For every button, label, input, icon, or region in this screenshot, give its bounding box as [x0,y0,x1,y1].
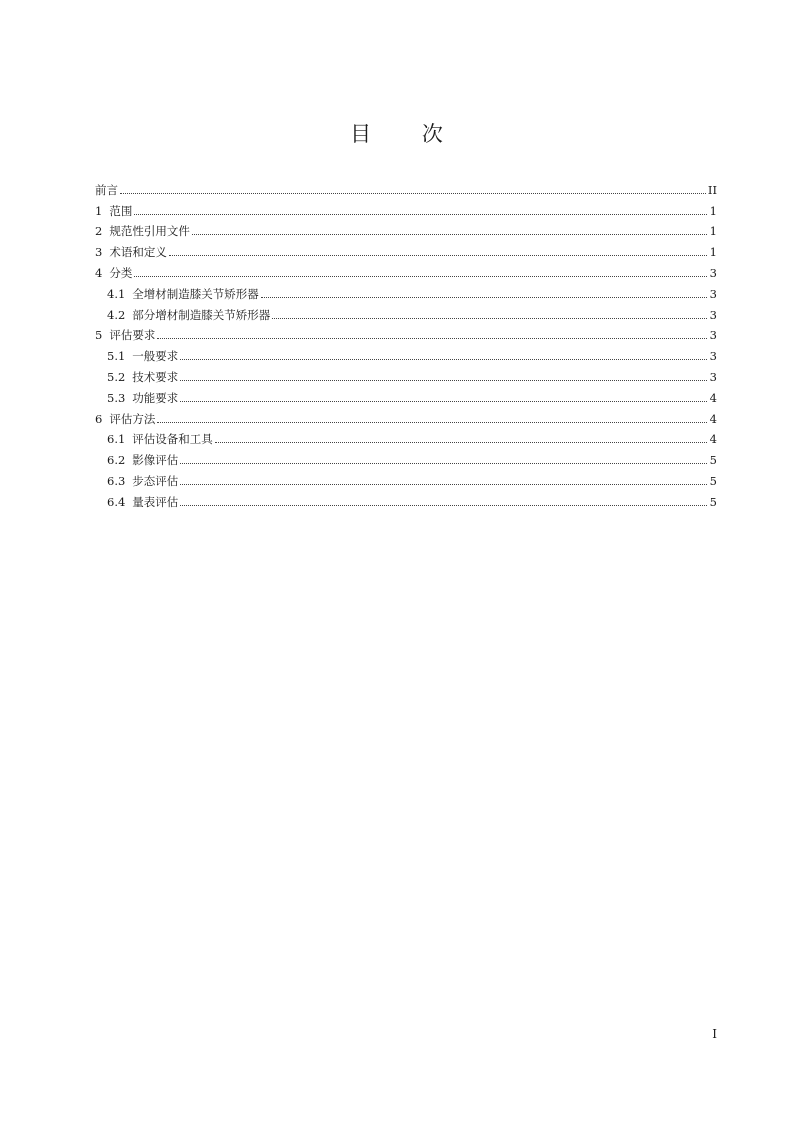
toc-page-number: 1 [709,245,717,260]
toc-leader-dots [134,276,707,277]
toc-entry-label: 一般要求 [132,349,179,364]
toc-entry-number: 5 [95,328,103,343]
toc-leader-dots [180,401,707,402]
toc-subentry[interactable] [95,446,717,467]
toc-entry[interactable] [95,259,717,280]
toc-leader-dots [180,463,707,464]
toc-entry[interactable] [95,405,717,426]
toc-entry[interactable] [95,197,717,218]
toc-entry-label: 步态评估 [132,473,179,488]
toc-page-number: 4 [709,390,717,405]
toc-entry-label: 规范性引用文件 [109,224,190,239]
toc-entry-number: 5.2 [107,369,126,384]
toc-entry-number: 4.1 [107,286,126,301]
toc-entry-number: 4.2 [107,307,126,322]
toc-leader-dots [134,214,707,215]
toc-leader-dots [180,359,707,360]
toc-entry-number: 3 [95,245,103,260]
toc-page-number: 3 [709,328,717,343]
toc-leader-dots [157,338,707,339]
toc-leader-dots [261,297,707,298]
toc-page-number: 3 [709,286,717,301]
toc-entry-label: 技术要求 [132,369,179,384]
toc-leader-dots [215,442,707,443]
toc-leader-dots [157,422,707,423]
toc-leader-dots [180,380,707,381]
toc-subentry[interactable] [95,342,717,363]
toc-subentry[interactable] [95,363,717,384]
toc-entry-label: 影像评估 [132,453,179,468]
toc-leader-dots [120,193,706,194]
toc-entry-label: 评估方法 [109,411,156,426]
toc-leader-dots [180,484,707,485]
toc-entry-number: 5.3 [107,390,126,405]
toc-page-number: 1 [709,224,717,239]
toc-entry[interactable] [95,218,717,239]
toc-page-number: 1 [709,203,717,218]
toc-leader-dots [169,255,707,256]
toc-page-number: 5 [709,494,717,509]
toc-entry-number: 6.3 [107,473,126,488]
toc-entry-label: 功能要求 [132,390,179,405]
toc-entry-label: 全增材制造膝关节矫形器 [132,286,259,301]
toc-entry-label: 评估要求 [109,328,156,343]
toc-entry[interactable] [95,238,717,259]
toc-entry[interactable] [95,176,717,197]
page-title: 目 次 [350,122,465,146]
toc-page-number: 5 [709,453,717,468]
toc-page-number: 3 [709,307,717,322]
toc-entry-number: 6.2 [107,453,126,468]
toc-entry-number: 6.4 [107,494,126,509]
toc-page-number: 5 [709,473,717,488]
toc-entry-label: 前言 [95,182,118,197]
toc-entry-label: 分类 [109,265,133,280]
toc-entry-label: 部分增材制造膝关节矫形器 [132,307,271,322]
toc-subentry[interactable] [95,488,717,509]
toc-entry-label: 范围 [109,203,133,218]
toc-leader-dots [180,505,707,506]
toc-entry-label: 量表评估 [132,494,179,509]
toc-leader-dots [192,234,707,235]
toc-subentry[interactable] [95,280,717,301]
toc-page-number: 4 [709,432,717,447]
toc-subentry[interactable] [95,301,717,322]
toc-entry-number: 2 [95,224,103,239]
toc-page-number: 3 [709,349,717,364]
toc-entry-number: 5.1 [107,349,126,364]
toc-page-number: 4 [709,411,717,426]
toc-entry-label: 评估设备和工具 [132,432,213,447]
toc-entry-label: 术语和定义 [109,245,167,260]
toc-page-number: 3 [709,265,717,280]
page-number: I [712,1027,717,1041]
toc-page-number: 3 [709,369,717,384]
toc-subentry[interactable] [95,467,717,488]
toc-entry[interactable] [95,322,717,343]
table-of-contents [95,176,717,509]
toc-entry-number: 1 [95,203,103,218]
toc-leader-dots [272,318,707,319]
toc-entry-number: 6.1 [107,432,126,447]
toc-page-number: II [707,182,717,197]
toc-entry-number: 4 [95,265,103,280]
toc-subentry[interactable] [95,426,717,447]
toc-subentry[interactable] [95,384,717,405]
toc-entry-number: 6 [95,411,103,426]
